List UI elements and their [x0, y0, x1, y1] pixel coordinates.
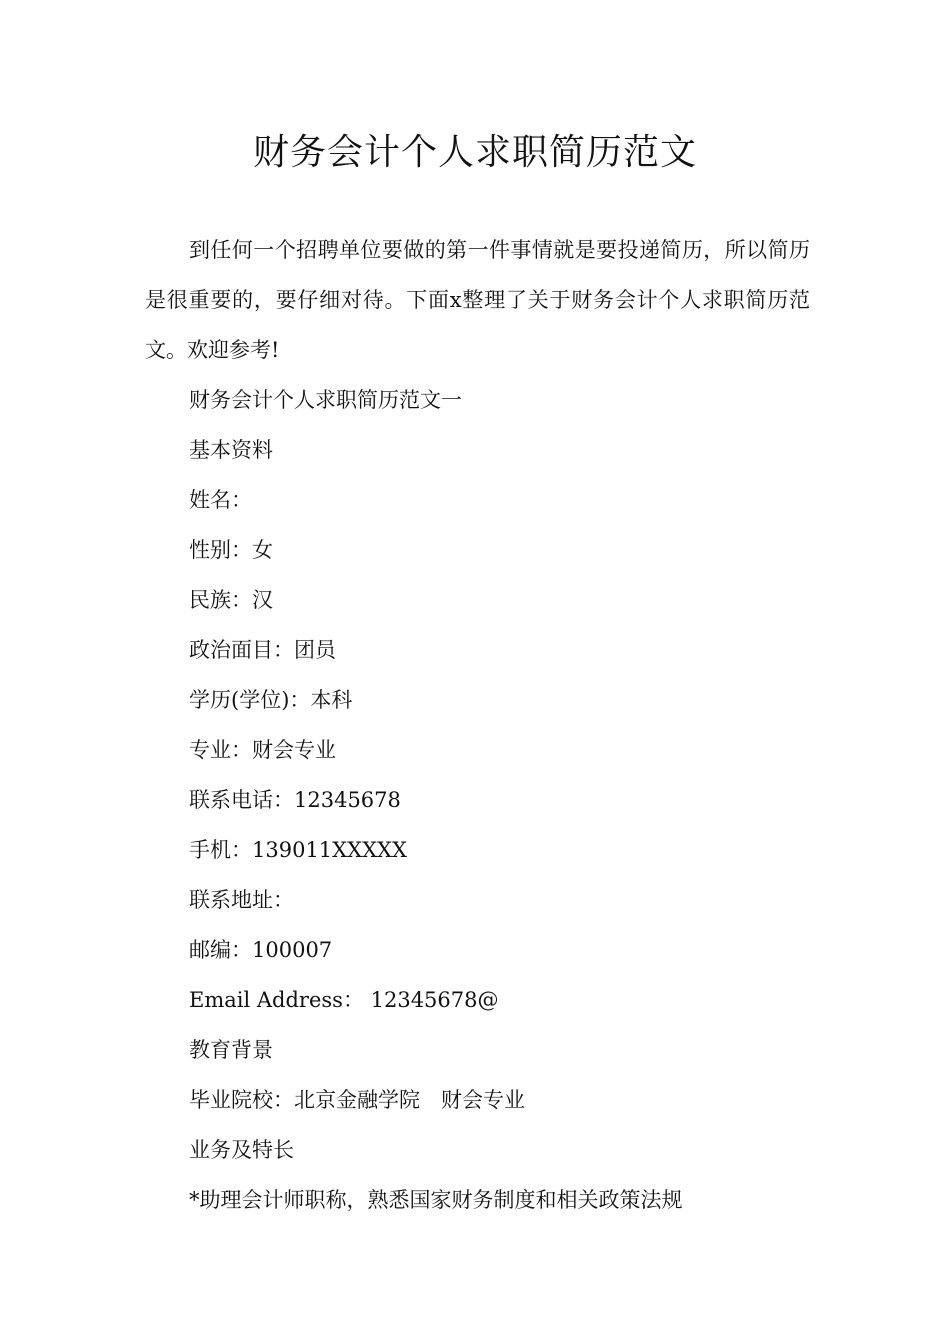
- section-heading-skills: 业务及特长: [189, 1138, 294, 1162]
- field-postcode: 邮编：100007: [189, 938, 333, 962]
- field-email: Email Address： 12345678@: [189, 988, 499, 1012]
- field-address: 联系地址：: [189, 888, 294, 912]
- field-school: 毕业院校：北京金融学院 财会专业: [189, 1088, 525, 1112]
- field-gender: 性别：女: [189, 538, 273, 562]
- field-mobile: 手机：139011XXXXX: [189, 838, 407, 862]
- skill-item: *助理会计师职称，熟悉国家财务制度和相关政策法规: [189, 1188, 683, 1212]
- document-body: [145, 225, 810, 1225]
- intro-paragraph: 到任何一个招聘单位要做的第一件事情就是要投递简历，所以简历是很重要的，要仔细对待。下面x整理了关于财务会计个人求职简历范文。欢迎参考!: [145, 238, 810, 362]
- field-phone: 联系电话：12345678: [189, 788, 401, 812]
- field-political-status: 政治面目：团员: [189, 638, 336, 662]
- document-title: 财务会计个人求职简历范文: [252, 132, 697, 173]
- field-ethnicity: 民族：汉: [189, 588, 273, 612]
- section-heading-education: 教育背景: [189, 1038, 273, 1062]
- section-heading-resume-1: 财务会计个人求职简历范文一: [189, 388, 462, 412]
- field-name: 姓名：: [189, 488, 252, 512]
- section-heading-basic-info: 基本资料: [189, 438, 273, 462]
- field-major: 专业：财会专业: [189, 738, 336, 762]
- field-education-degree: 学历(学位)：本科: [189, 688, 353, 712]
